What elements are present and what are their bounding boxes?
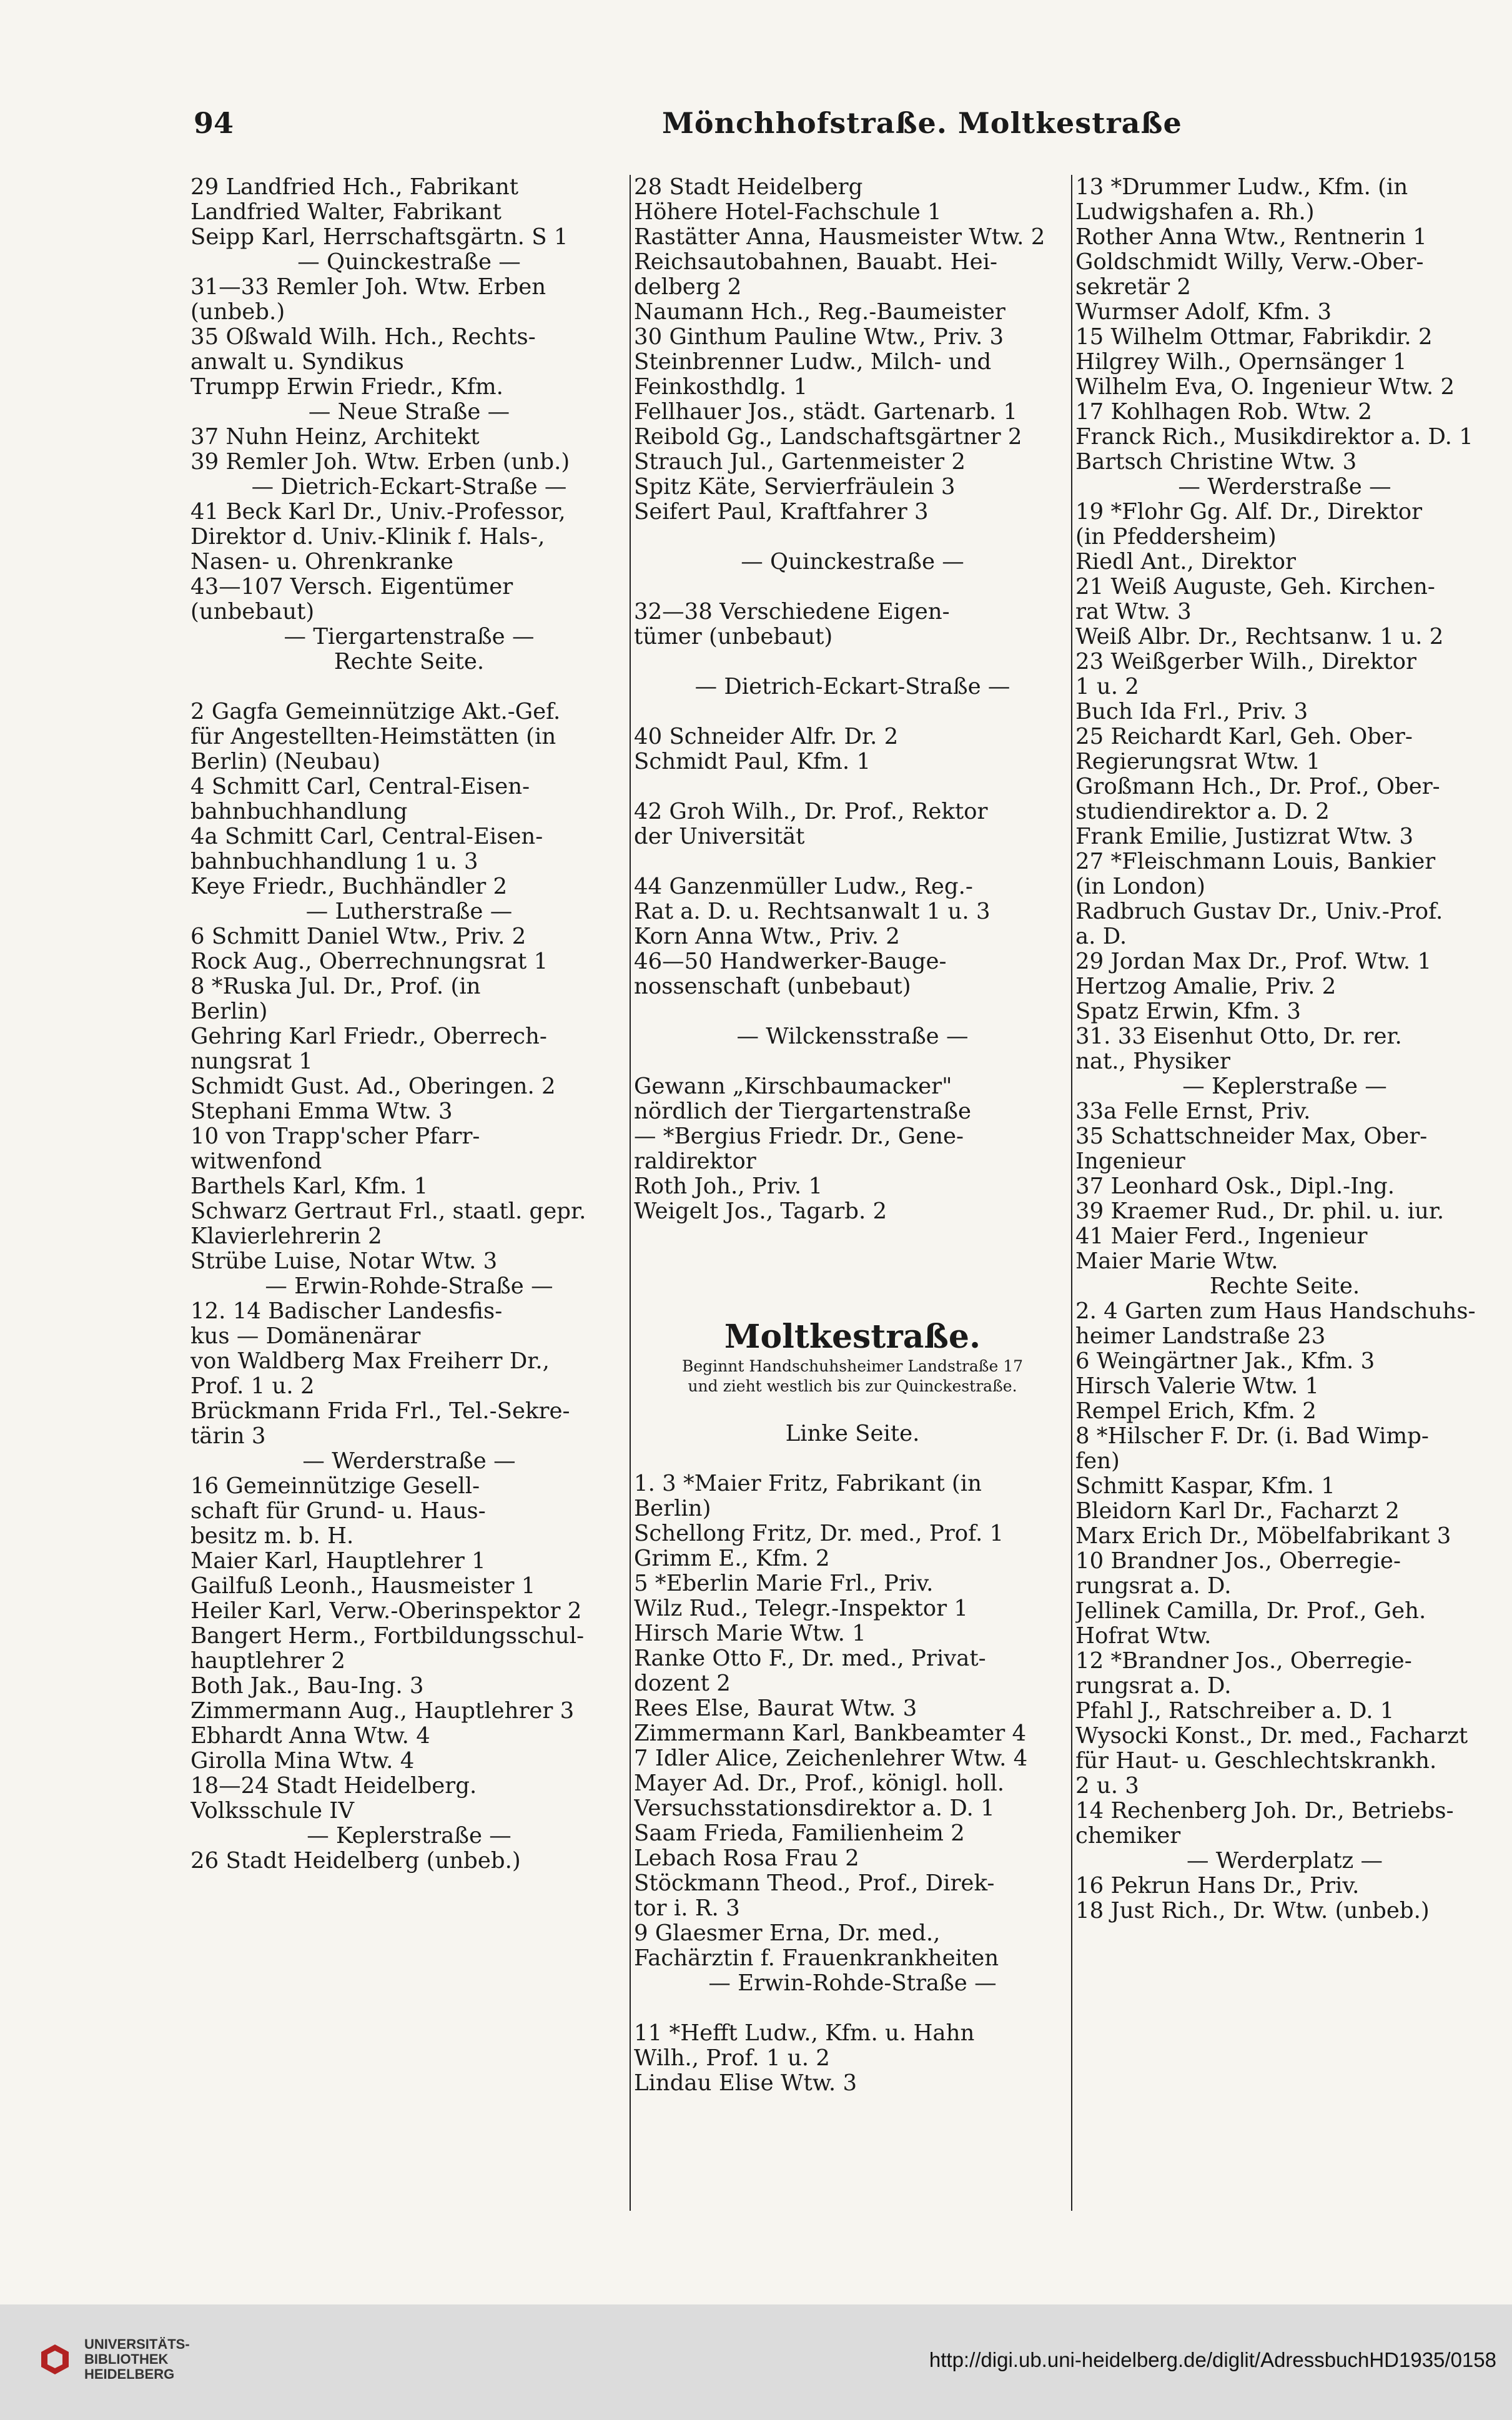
entry-line: (in London) bbox=[1075, 874, 1205, 899]
entry-line: Grimm E., Kfm. 2 bbox=[634, 1546, 830, 1571]
directory-column-3 bbox=[1075, 175, 1494, 1924]
entry-line: 29 Landfried Hch., Fabrikant bbox=[190, 175, 519, 200]
column-rule-2 bbox=[1071, 175, 1072, 2211]
entry-line: Both Jak., Bau-Ing. 3 bbox=[190, 1674, 424, 1699]
entry-line: Zimmermann Karl, Bankbeamter 4 bbox=[634, 1721, 1027, 1746]
entry-line: für Haut- u. Geschlechtskrankh. bbox=[1075, 1749, 1437, 1774]
entry-line: heimer Landstraße 23 bbox=[1075, 1324, 1326, 1349]
entry-line: Großmann Hch., Dr. Prof., Ober- bbox=[1075, 774, 1440, 799]
entry-line: Linke Seite. bbox=[785, 1421, 920, 1446]
entry-line: 26 Stadt Heidelberg (unbeb.) bbox=[190, 1849, 521, 1874]
street-description: und zieht westlich bis zur Quinckestraße. bbox=[688, 1377, 1017, 1395]
entry-line: Schmitt Kaspar, Kfm. 1 bbox=[1075, 1474, 1335, 1499]
entry-line: dozent 2 bbox=[634, 1671, 731, 1696]
entry-line: 18—24 Stadt Heidelberg. bbox=[190, 1774, 477, 1799]
entry-line: 18 Just Rich., Dr. Wtw. (unbeb.) bbox=[1075, 1899, 1430, 1924]
entry-line: Franck Rich., Musikdirektor a. D. 1 bbox=[1075, 425, 1473, 450]
entry-line: 37 Leonhard Osk., Dipl.-Ing. bbox=[1075, 1174, 1395, 1199]
entry-line: Spatz Erwin, Kfm. 3 bbox=[1075, 999, 1301, 1024]
entry-line: Fellhauer Jos., städt. Gartenarb. 1 bbox=[634, 400, 1018, 425]
spacer bbox=[190, 674, 628, 699]
entry-line: Versuchsstationsdirektor a. D. 1 bbox=[634, 1796, 995, 1821]
entry-line: Barthels Karl, Kfm. 1 bbox=[190, 1174, 428, 1199]
entry-line: Landfried Walter, Fabrikant bbox=[190, 200, 502, 225]
entry-line: Bartsch Christine Wtw. 3 bbox=[1075, 450, 1357, 475]
directory-column-1 bbox=[190, 175, 628, 1874]
entry-line: Rother Anna Wtw., Rentnerin 1 bbox=[1075, 225, 1427, 250]
entry-line: Schwarz Gertraut Frl., staatl. gepr. bbox=[190, 1199, 586, 1224]
entry-line: tärin 3 bbox=[190, 1424, 266, 1449]
entry-line: Buch Ida Frl., Priv. 3 bbox=[1075, 699, 1308, 724]
entry-line: Wilz Rud., Telegr.-Inspektor 1 bbox=[634, 1596, 968, 1621]
entry-line: 25 Reichardt Karl, Geh. Ober- bbox=[1075, 724, 1413, 749]
spacer bbox=[634, 999, 1071, 1024]
entry-line: (in Pfeddersheim) bbox=[1075, 525, 1277, 550]
entry-line: Korn Anna Wtw., Priv. 2 bbox=[634, 924, 900, 949]
entry-line: Nasen- u. Ohrenkranke bbox=[190, 550, 453, 575]
entry-line: Saam Frieda, Familienheim 2 bbox=[634, 1821, 965, 1846]
entry-line: 6 Weingärtner Jak., Kfm. 3 bbox=[1075, 1349, 1375, 1374]
entry-line: 2. 4 Garten zum Haus Handschuhs- bbox=[1075, 1299, 1476, 1324]
entry-line: Schmidt Gust. Ad., Oberingen. 2 bbox=[190, 1074, 556, 1099]
entry-line: 37 Nuhn Heinz, Architekt bbox=[190, 425, 480, 450]
entry-line: Radbruch Gustav Dr., Univ.-Prof. bbox=[1075, 899, 1443, 924]
entry-line: Wilh., Prof. 1 u. 2 bbox=[634, 2046, 830, 2071]
entry-line: — *Bergius Friedr. Dr., Gene- bbox=[634, 1124, 964, 1149]
entry-line: 19 *Flohr Gg. Alf. Dr., Direktor bbox=[1075, 500, 1423, 525]
entry-line: Spitz Käte, Servierfräulein 3 bbox=[634, 475, 956, 500]
entry-line: — Erwin-Rohde-Straße — bbox=[265, 1274, 553, 1299]
entry-line: — Werderstraße — bbox=[302, 1449, 516, 1474]
entry-line: — Werderplatz — bbox=[1186, 1849, 1383, 1874]
entry-line: Gailfuß Leonh., Hausmeister 1 bbox=[190, 1574, 536, 1599]
entry-line: — Werderstraße — bbox=[1178, 475, 1391, 500]
entry-line: delberg 2 bbox=[634, 275, 742, 300]
running-title: Mönchhofstraße. Moltkestraße bbox=[662, 106, 1182, 140]
spacer bbox=[634, 1049, 1071, 1074]
entry-line: Reibold Gg., Landschaftsgärtner 2 bbox=[634, 425, 1022, 450]
entry-line: 42 Groh Wilh., Dr. Prof., Rektor bbox=[634, 799, 988, 824]
spacer bbox=[634, 1249, 1071, 1274]
entry-line: Girolla Mina Wtw. 4 bbox=[190, 1749, 415, 1774]
spacer bbox=[634, 1446, 1071, 1471]
entry-line: Regierungsrat Wtw. 1 bbox=[1075, 749, 1321, 774]
library-name-line-1: UNIVERSITÄTS- bbox=[84, 2336, 190, 2352]
entry-line: 10 Brandner Jos., Oberregie- bbox=[1075, 1549, 1401, 1574]
entry-line: von Waldberg Max Freiherr Dr., bbox=[190, 1349, 550, 1374]
entry-line: Maier Marie Wtw. bbox=[1075, 1249, 1278, 1274]
entry-line: Strauch Jul., Gartenmeister 2 bbox=[634, 450, 966, 475]
entry-line: (unbebaut) bbox=[190, 600, 315, 625]
entry-line: Prof. 1 u. 2 bbox=[190, 1374, 315, 1399]
spacer bbox=[634, 699, 1071, 724]
entry-line: Wilhelm Eva, O. Ingenieur Wtw. 2 bbox=[1075, 375, 1455, 400]
entry-line: Hirsch Valerie Wtw. 1 bbox=[1075, 1374, 1320, 1399]
entry-line: Bleidorn Karl Dr., Facharzt 2 bbox=[1075, 1499, 1400, 1524]
entry-line: 16 Gemeinnützige Gesell- bbox=[190, 1474, 480, 1499]
entry-line: 27 *Fleischmann Louis, Bankier bbox=[1075, 849, 1436, 874]
spacer bbox=[634, 774, 1071, 799]
entry-line: Rechte Seite. bbox=[1209, 1274, 1360, 1299]
entry-line: 39 Remler Joh. Wtw. Erben (unb.) bbox=[190, 450, 570, 475]
entry-line: Rempel Erich, Kfm. 2 bbox=[1075, 1399, 1317, 1424]
column-rule-1 bbox=[630, 175, 631, 2211]
entry-line: witwenfond bbox=[190, 1149, 322, 1174]
entry-line: 41 Maier Ferd., Ingenieur bbox=[1075, 1224, 1368, 1249]
entry-line: Reichsautobahnen, Bauabt. Hei- bbox=[634, 250, 997, 275]
spacer bbox=[634, 1274, 1071, 1299]
entry-line: für Angestellten-Heimstätten (in bbox=[190, 724, 556, 749]
entry-line: 13 *Drummer Ludw., Kfm. (in bbox=[1075, 175, 1408, 200]
entry-line: 40 Schneider Alfr. Dr. 2 bbox=[634, 724, 899, 749]
entry-line: tümer (unbebaut) bbox=[634, 625, 833, 649]
entry-line: Hofrat Wtw. bbox=[1075, 1624, 1212, 1649]
entry-line: — Neue Straße — bbox=[308, 400, 510, 425]
entry-line: Rock Aug., Oberrechnungsrat 1 bbox=[190, 949, 548, 974]
spacer bbox=[634, 1996, 1071, 2021]
entry-line: — Quinckestraße — bbox=[297, 250, 521, 275]
entry-line: Lebach Rosa Frau 2 bbox=[634, 1846, 859, 1871]
entry-line: (unbeb.) bbox=[190, 300, 285, 325]
entry-line: raldirektor bbox=[634, 1149, 756, 1174]
entry-line: Rat a. D. u. Rechtsanwalt 1 u. 3 bbox=[634, 899, 991, 924]
entry-line: der Universität bbox=[634, 824, 805, 849]
entry-line: Wurmser Adolf, Kfm. 3 bbox=[1075, 300, 1332, 325]
entry-line: Berlin) (Neubau) bbox=[190, 749, 381, 774]
entry-line: a. D. bbox=[1075, 924, 1127, 949]
entry-line: Rees Else, Baurat Wtw. 3 bbox=[634, 1696, 917, 1721]
entry-line: 12. 14 Badischer Landesfis- bbox=[190, 1299, 503, 1324]
entry-line: 23 Weißgerber Wilh., Direktor bbox=[1075, 649, 1417, 674]
entry-line: 4a Schmitt Carl, Central-Eisen- bbox=[190, 824, 543, 849]
entry-line: Bangert Herm., Fortbildungsschul- bbox=[190, 1624, 585, 1649]
entry-line: 39 Kraemer Rud., Dr. phil. u. iur. bbox=[1075, 1199, 1445, 1224]
entry-line: 29 Jordan Max Dr., Prof. Wtw. 1 bbox=[1075, 949, 1432, 974]
entry-line: — Keplerstraße — bbox=[307, 1824, 511, 1849]
entry-line: Berlin) bbox=[190, 999, 268, 1024]
entry-line: 16 Pekrun Hans Dr., Priv. bbox=[1075, 1874, 1360, 1899]
entry-line: 2 u. 3 bbox=[1075, 1774, 1139, 1799]
entry-line: nungsrat 1 bbox=[190, 1049, 313, 1074]
entry-line: Berlin) bbox=[634, 1496, 711, 1521]
entry-line: schaft für Grund- u. Haus- bbox=[190, 1499, 486, 1524]
entry-line: Frank Emilie, Justizrat Wtw. 3 bbox=[1075, 824, 1414, 849]
directory-column-2 bbox=[634, 175, 1071, 2096]
entry-line: 35 Oßwald Wilh. Hch., Rechts- bbox=[190, 325, 536, 350]
entry-line: 43—107 Versch. Eigentümer bbox=[190, 575, 513, 600]
entry-line: Ranke Otto F., Dr. med., Privat- bbox=[634, 1646, 986, 1671]
entry-line: 10 von Trapp'scher Pfarr- bbox=[190, 1124, 480, 1149]
spacer bbox=[634, 849, 1071, 874]
entry-line: Wysocki Konst., Dr. med., Facharzt bbox=[1075, 1724, 1468, 1749]
entry-line: 5 *Eberlin Marie Frl., Priv. bbox=[634, 1571, 934, 1596]
spacer bbox=[634, 1396, 1071, 1421]
street-description: Beginnt Handschuhsheimer Landstraße 17 bbox=[681, 1357, 1024, 1375]
spacer bbox=[634, 1224, 1071, 1249]
library-name bbox=[84, 2337, 190, 2382]
entry-line: bahnbuchhandlung bbox=[190, 799, 408, 824]
entry-line: 14 Rechenberg Joh. Dr., Betriebs- bbox=[1075, 1799, 1454, 1824]
entry-line: Weiß Albr. Dr., Rechtsanw. 1 u. 2 bbox=[1075, 625, 1444, 649]
entry-line: 35 Schattschneider Max, Ober- bbox=[1075, 1124, 1428, 1149]
entry-line: Stöckmann Theod., Prof., Direk- bbox=[634, 1871, 995, 1896]
entry-line: Hirsch Marie Wtw. 1 bbox=[634, 1621, 866, 1646]
entry-line: — Lutherstraße — bbox=[305, 899, 513, 924]
entry-line: Klavierlehrerin 2 bbox=[190, 1224, 382, 1249]
entry-line: sekretär 2 bbox=[1075, 275, 1191, 300]
entry-line: Rechte Seite. bbox=[334, 649, 485, 674]
entry-line: tor i. R. 3 bbox=[634, 1896, 740, 1921]
entry-line: Keye Friedr., Buchhändler 2 bbox=[190, 874, 508, 899]
source-url-link[interactable]: http://digi.ub.uni-heidelberg.de/diglit/AdressbuchHD1935/0158 bbox=[929, 2348, 1496, 2371]
entry-line: Stephani Emma Wtw. 3 bbox=[190, 1099, 453, 1124]
entry-line: Höhere Hotel-Fachschule 1 bbox=[634, 200, 942, 225]
entry-line: 17 Kohlhagen Rob. Wtw. 2 bbox=[1075, 400, 1373, 425]
entry-line: nördlich der Tiergartenstraße bbox=[634, 1099, 972, 1124]
entry-line: Ebhardt Anna Wtw. 4 bbox=[190, 1724, 430, 1749]
entry-line: Rastätter Anna, Hausmeister Wtw. 2 bbox=[634, 225, 1045, 250]
entry-line: 30 Ginthum Pauline Wtw., Priv. 3 bbox=[634, 325, 1004, 350]
entry-line: Roth Joh., Priv. 1 bbox=[634, 1174, 823, 1199]
entry-line: studiendirektor a. D. 2 bbox=[1075, 799, 1330, 824]
library-name-line-2: BIBLIOTHEK bbox=[84, 2351, 169, 2367]
entry-line: Direktor d. Univ.-Klinik f. Hals-, bbox=[190, 525, 545, 550]
entry-line: kus — Domänenärar bbox=[190, 1324, 421, 1349]
spacer bbox=[634, 575, 1071, 600]
entry-line: Goldschmidt Willy, Verw.-Ober- bbox=[1075, 250, 1424, 275]
entry-line: Trumpp Erwin Friedr., Kfm. bbox=[190, 375, 503, 400]
entry-line: 46—50 Handwerker-Bauge- bbox=[634, 949, 947, 974]
entry-line: 11 *Hefft Ludw., Kfm. u. Hahn bbox=[634, 2021, 975, 2046]
entry-line: 12 *Brandner Jos., Oberregie- bbox=[1075, 1649, 1412, 1674]
entry-line: Marx Erich Dr., Möbelfabrikant 3 bbox=[1075, 1524, 1451, 1549]
entry-line: — Quinckestraße — bbox=[741, 550, 964, 575]
entry-line: Jellinek Camilla, Dr. Prof., Geh. bbox=[1075, 1599, 1426, 1624]
entry-line: — Keplerstraße — bbox=[1182, 1074, 1387, 1099]
entry-line: Ingenieur bbox=[1075, 1149, 1185, 1174]
entry-line: 33a Felle Ernst, Priv. bbox=[1075, 1099, 1311, 1124]
entry-line: 15 Wilhelm Ottmar, Fabrikdir. 2 bbox=[1075, 325, 1433, 350]
library-logo-icon bbox=[37, 2342, 72, 2377]
entry-line: chemiker bbox=[1075, 1824, 1181, 1849]
entry-line: Riedl Ant., Direktor bbox=[1075, 550, 1296, 575]
entry-line: 7 Idler Alice, Zeichenlehrer Wtw. 4 bbox=[634, 1746, 1028, 1771]
entry-line: rungsrat a. D. bbox=[1075, 1574, 1232, 1599]
entry-line: — Wilckensstraße — bbox=[736, 1024, 969, 1049]
entry-line: Strübe Luise, Notar Wtw. 3 bbox=[190, 1249, 498, 1274]
entry-line: 28 Stadt Heidelberg bbox=[634, 175, 863, 200]
entry-line: fen) bbox=[1075, 1449, 1120, 1474]
entry-line: 1 u. 2 bbox=[1075, 674, 1139, 699]
entry-line: Volksschule IV bbox=[190, 1799, 354, 1824]
entry-line: Schellong Fritz, Dr. med., Prof. 1 bbox=[634, 1521, 1004, 1546]
entry-line: besitz m. b. H. bbox=[190, 1524, 354, 1549]
entry-line: — Erwin-Rohde-Straße — bbox=[708, 1971, 997, 1996]
entry-line: 8 *Ruska Jul. Dr., Prof. (in bbox=[190, 974, 481, 999]
entry-line: Naumann Hch., Reg.-Baumeister bbox=[634, 300, 1006, 325]
library-name-line-3: HEIDELBERG bbox=[84, 2366, 175, 2382]
entry-line: Seipp Karl, Herrschaftsgärtn. S 1 bbox=[190, 225, 568, 250]
entry-line: 9 Glaesmer Erna, Dr. med., bbox=[634, 1921, 941, 1946]
street-title: Moltkestraße. bbox=[724, 1318, 981, 1356]
entry-line: Seifert Paul, Kraftfahrer 3 bbox=[634, 500, 929, 525]
entry-line: — Dietrich-Eckart-Straße — bbox=[251, 475, 567, 500]
page-number: 94 bbox=[194, 106, 234, 140]
entry-line: Pfahl J., Ratschreiber a. D. 1 bbox=[1075, 1699, 1395, 1724]
entry-line: 8 *Hilscher F. Dr. (i. Bad Wimp- bbox=[1075, 1424, 1429, 1449]
entry-line: 4 Schmitt Carl, Central-Eisen- bbox=[190, 774, 530, 799]
entry-line: Hilgrey Wilh., Opernsänger 1 bbox=[1075, 350, 1407, 375]
entry-line: hauptlehrer 2 bbox=[190, 1649, 345, 1674]
entry-line: 32—38 Verschiedene Eigen- bbox=[634, 600, 950, 625]
entry-line: Steinbrenner Ludw., Milch- und bbox=[634, 350, 992, 375]
entry-line: rungsrat a. D. bbox=[1075, 1674, 1232, 1699]
spacer bbox=[634, 525, 1071, 550]
entry-line: Ludwigshafen a. Rh.) bbox=[1075, 200, 1315, 225]
digitization-footer bbox=[0, 2304, 1512, 2420]
entry-line: 1. 3 *Maier Fritz, Fabrikant (in bbox=[634, 1471, 982, 1496]
entry-line: rat Wtw. 3 bbox=[1075, 600, 1192, 625]
entry-line: Heiler Karl, Verw.-Oberinspektor 2 bbox=[190, 1599, 582, 1624]
entry-line: Mayer Ad. Dr., Prof., königl. holl. bbox=[634, 1771, 1005, 1796]
entry-line: 2 Gagfa Gemeinnützige Akt.-Gef. bbox=[190, 699, 561, 724]
entry-line: Maier Karl, Hauptlehrer 1 bbox=[190, 1549, 486, 1574]
entry-line: Gehring Karl Friedr., Oberrech- bbox=[190, 1024, 547, 1049]
spacer bbox=[634, 649, 1071, 674]
entry-line: Weigelt Jos., Tagarb. 2 bbox=[634, 1199, 887, 1224]
entry-line: 31. 33 Eisenhut Otto, Dr. rer. bbox=[1075, 1024, 1402, 1049]
entry-line: bahnbuchhandlung 1 u. 3 bbox=[190, 849, 478, 874]
entry-line: 6 Schmitt Daniel Wtw., Priv. 2 bbox=[190, 924, 526, 949]
entry-line: 31—33 Remler Joh. Wtw. Erben bbox=[190, 275, 546, 300]
entry-line: Schmidt Paul, Kfm. 1 bbox=[634, 749, 871, 774]
entry-line: Lindau Elise Wtw. 3 bbox=[634, 2071, 857, 2096]
entry-line: — Tiergartenstraße — bbox=[284, 625, 535, 649]
entry-line: 44 Ganzenmüller Ludw., Reg.- bbox=[634, 874, 973, 899]
entry-line: 41 Beck Karl Dr., Univ.-Professor, bbox=[190, 500, 566, 525]
entry-line: anwalt u. Syndikus bbox=[190, 350, 404, 375]
entry-line: Gewann „Kirschbaumacker" bbox=[634, 1074, 952, 1099]
entry-line: Hertzog Amalie, Priv. 2 bbox=[1075, 974, 1337, 999]
entry-line: Brückmann Frida Frl., Tel.-Sekre- bbox=[190, 1399, 570, 1424]
entry-line: nossenschaft (unbebaut) bbox=[634, 974, 911, 999]
entry-line: — Dietrich-Eckart-Straße — bbox=[694, 674, 1010, 699]
entry-line: 21 Weiß Auguste, Geh. Kirchen- bbox=[1075, 575, 1435, 600]
entry-line: Fachärztin f. Frauenkrankheiten bbox=[634, 1946, 999, 1971]
entry-line: Feinkosthdlg. 1 bbox=[634, 375, 808, 400]
entry-line: Zimmermann Aug., Hauptlehrer 3 bbox=[190, 1699, 575, 1724]
entry-line: nat., Physiker bbox=[1075, 1049, 1231, 1074]
